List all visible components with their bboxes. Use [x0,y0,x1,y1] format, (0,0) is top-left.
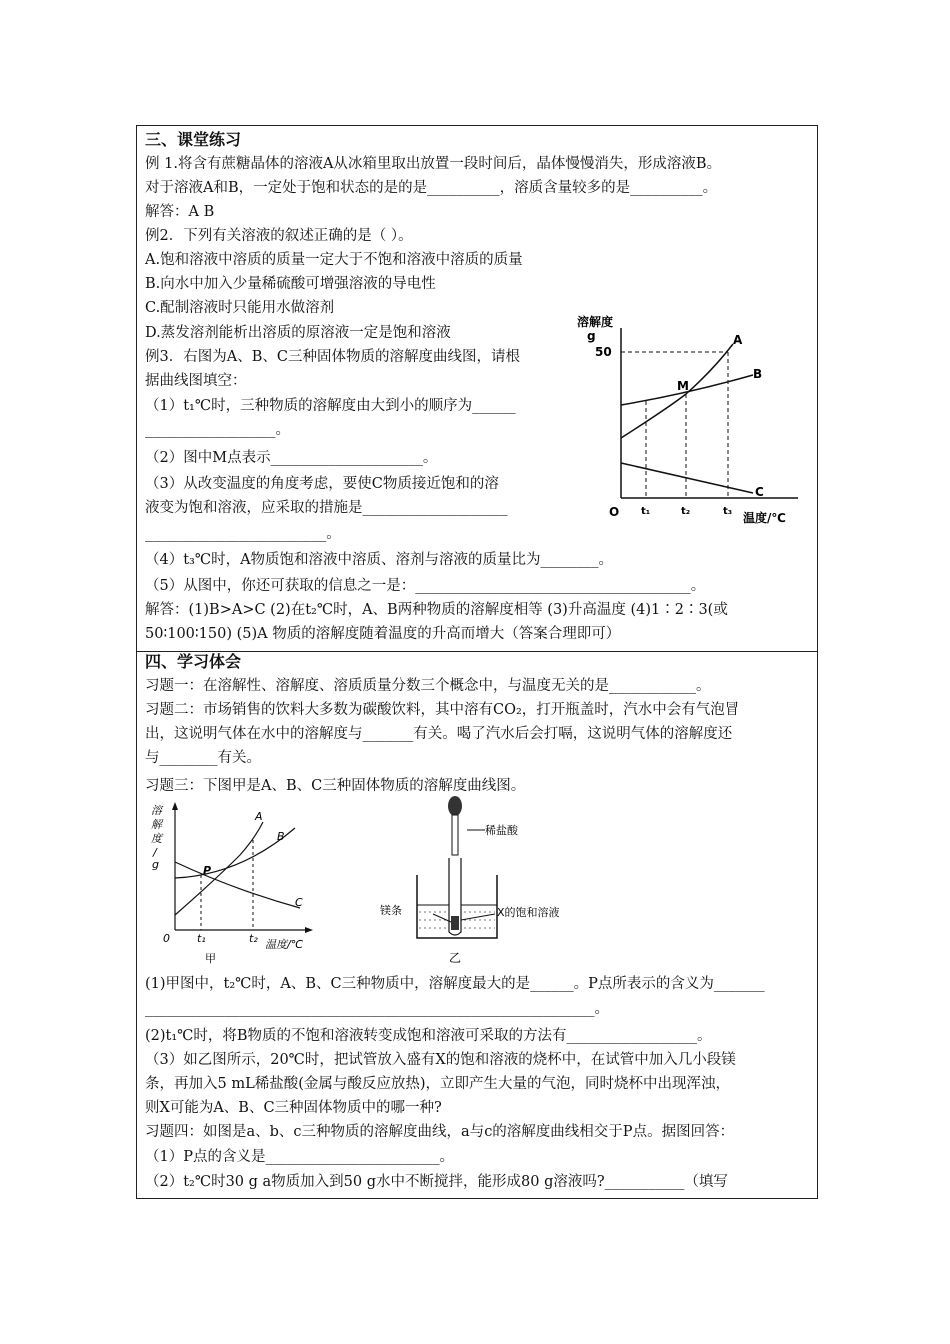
exercise3-q1-blank: ______________________________________________________________。 [145,1001,609,1017]
tick-t3: t₃ [723,506,733,517]
exercise3-q1: (1)甲图中，t₂℃时，A、B、C三种物质中，溶解度最大的是______。P点所表示的含义为_______ [145,976,765,992]
example3-q3-blank: _________________________。 [145,526,341,542]
label-a: A [733,333,743,347]
example1-line2: 对于溶液A和B，一定处于饱和状态的是的是__________，溶质含量较多的是__________。 [145,180,718,196]
exercise4-q2: （2）t₂℃时30 g a物质加入到50 g水中不断搅拌，能形成80 g溶液吗?___________（填写 [145,1174,728,1190]
example3-q2: （2）图中M点表示_____________________。 [145,450,438,466]
label-c: C [295,896,303,909]
graph-xlabel: 温度/℃ [265,938,304,951]
dropper-bulb [448,796,462,816]
label-solution: X的饱和溶液 [497,906,560,919]
example2-option-a: A.饱和溶液中溶质的质量一定大于不饱和溶液中溶质的质量 [145,252,523,268]
tick-t2: t₂ [249,932,258,945]
label-b: B [277,830,285,843]
example3-q3-line2: 液变为饱和溶液，应采取的措施是____________________ [145,500,508,516]
solubility-curve-graph-abc [573,308,813,528]
beaker-diagram-yi [375,790,605,970]
example3-answer-line1: 解答：(1)B>A>C (2)在t₂℃时，A、B两种物质的溶解度相等 (3)升高温度 (4)1∶2∶3(或 [145,602,728,618]
example2-question: 例2．下列有关溶液的叙述正确的是（ ）。 [145,228,413,244]
exercise4-q1: （1）P点的含义是________________________。 [145,1149,454,1165]
curve-c [175,862,300,908]
tick-t1: t₁ [641,506,651,517]
label-p: P [203,864,212,877]
label-a: A [255,810,263,823]
exercise3-q3-line3: 则X可能为A、B、C三种固体物质中的哪一种? [145,1100,442,1116]
example3-q5: （5）从图中，你还可获取的信息之一是：______________________________________。 [145,578,706,594]
dropper-tube [452,815,458,855]
example3-line2: 据曲线图填空： [145,373,247,389]
graph-ylabel-3: 度 [151,832,162,845]
example3-q1-blank: __________________。 [145,422,290,438]
tick-t2: t₂ [681,506,691,517]
example2-option-d: D.蒸发溶剂能析出溶质的原溶液一定是饱和溶液 [145,325,451,341]
graph-ylabel-unit: g [587,329,596,343]
example2-option-c: C.配制溶液时只能用水做溶剂 [145,300,335,316]
example3-q3-line1: （3）从改变温度的角度考虑，要使C物质接近饱和的溶 [145,476,499,492]
section-learning-reflection [136,650,818,1199]
section-title: 四、学习体会 [145,652,242,671]
label-b: B [753,367,763,381]
exercise3-q3-line2: 条，再加入5 mL稀盐酸(金属与酸反应放热)，立即产生大量的气泡，同时烧杯中出现浑浊， [145,1076,731,1092]
graph-ylabel-2: 解 [151,818,162,831]
x-axis-arrow [305,927,313,933]
mg-pointer [433,914,451,922]
label-acid: 稀盐酸 [485,824,518,837]
example1-answer: 解答：A B [145,204,215,220]
curve-c [621,463,753,493]
origin-zero: 0 [163,932,170,945]
example2-option-b: B.向水中加入少量稀硫酸可增强溶液的导电性 [145,276,436,292]
graph-xlabel: 温度/℃ [743,511,786,525]
origin-o: O [609,505,620,519]
example3-answer-line2: 50∶100∶150) (5)A 物质的溶解度随着温度的升高而增大（答案合理即可） [145,626,621,642]
label-m: M [677,379,689,393]
example3-q4: （4）t₃℃时，A物质饱和溶液中溶质、溶剂与溶液的质量比为________。 [145,552,614,568]
y-tick-50: 50 [595,345,612,359]
magnesium-strip [451,916,459,930]
label-mg: 镁条 [380,904,402,917]
exercise3-q3-line1: （3）如乙图所示，20℃时，把试管放入盛有X的饱和溶液的烧杯中，在试管中加入几小段镁 [145,1052,736,1068]
exercise4-intro: 习题四：如图是a、b、c三种物质的溶解度曲线，a与c的溶解度曲线相交于P点。据图回答： [145,1124,735,1140]
exercise2-line3: 与________有关。 [145,750,261,766]
beaker-caption: 乙 [449,951,462,965]
exercise1: 习题一：在溶解性、溶解度、溶质质量分数三个概念中，与温度无关的是____________。 [145,678,711,694]
solution-pointer [461,914,495,920]
solubility-graph-jia [145,800,355,970]
graph-caption: 甲 [205,952,216,965]
section-title: 三、课堂练习 [145,130,242,149]
example1-line1: 例 1.将含有蔗糖晶体的溶液A从冰箱里取出放置一段时间后，晶体慢慢消失，形成溶液B。 [145,156,722,172]
y-axis-arrow [172,802,178,810]
graph-ylabel-4: / [153,846,157,859]
exercise3-q2: (2)t₁℃时，将B物质的不饱和溶液转变成饱和溶液可采取的方法有__________________。 [145,1028,712,1044]
example3-line1: 例3．右图为A、B、C三种固体物质的溶解度曲线图，请根 [145,349,520,365]
graph-ylabel-5: g [152,858,159,871]
tick-t1: t₁ [197,932,206,945]
graph-ylabel: 溶解度 [577,315,614,329]
exercise2-line2: 出，这说明气体在水中的溶解度与_______有关。喝了汽水后会打嗝，这说明气体的溶解度还 [145,726,733,742]
exercise3-intro: 习题三：下图甲是A、B、C三种固体物质的溶解度曲线图。 [145,778,526,794]
graph-ylabel-1: 溶 [151,804,162,817]
section-classroom-practice [136,125,818,652]
exercise2-line1: 习题二：市场销售的饮料大多数为碳酸饮料，其中溶有CO₂，打开瓶盖时，汽水中会有气泡冒 [145,702,740,718]
label-c: C [755,485,764,499]
example3-q1: （1）t₁℃时，三种物质的溶解度由大到小的顺序为______ [145,398,516,414]
